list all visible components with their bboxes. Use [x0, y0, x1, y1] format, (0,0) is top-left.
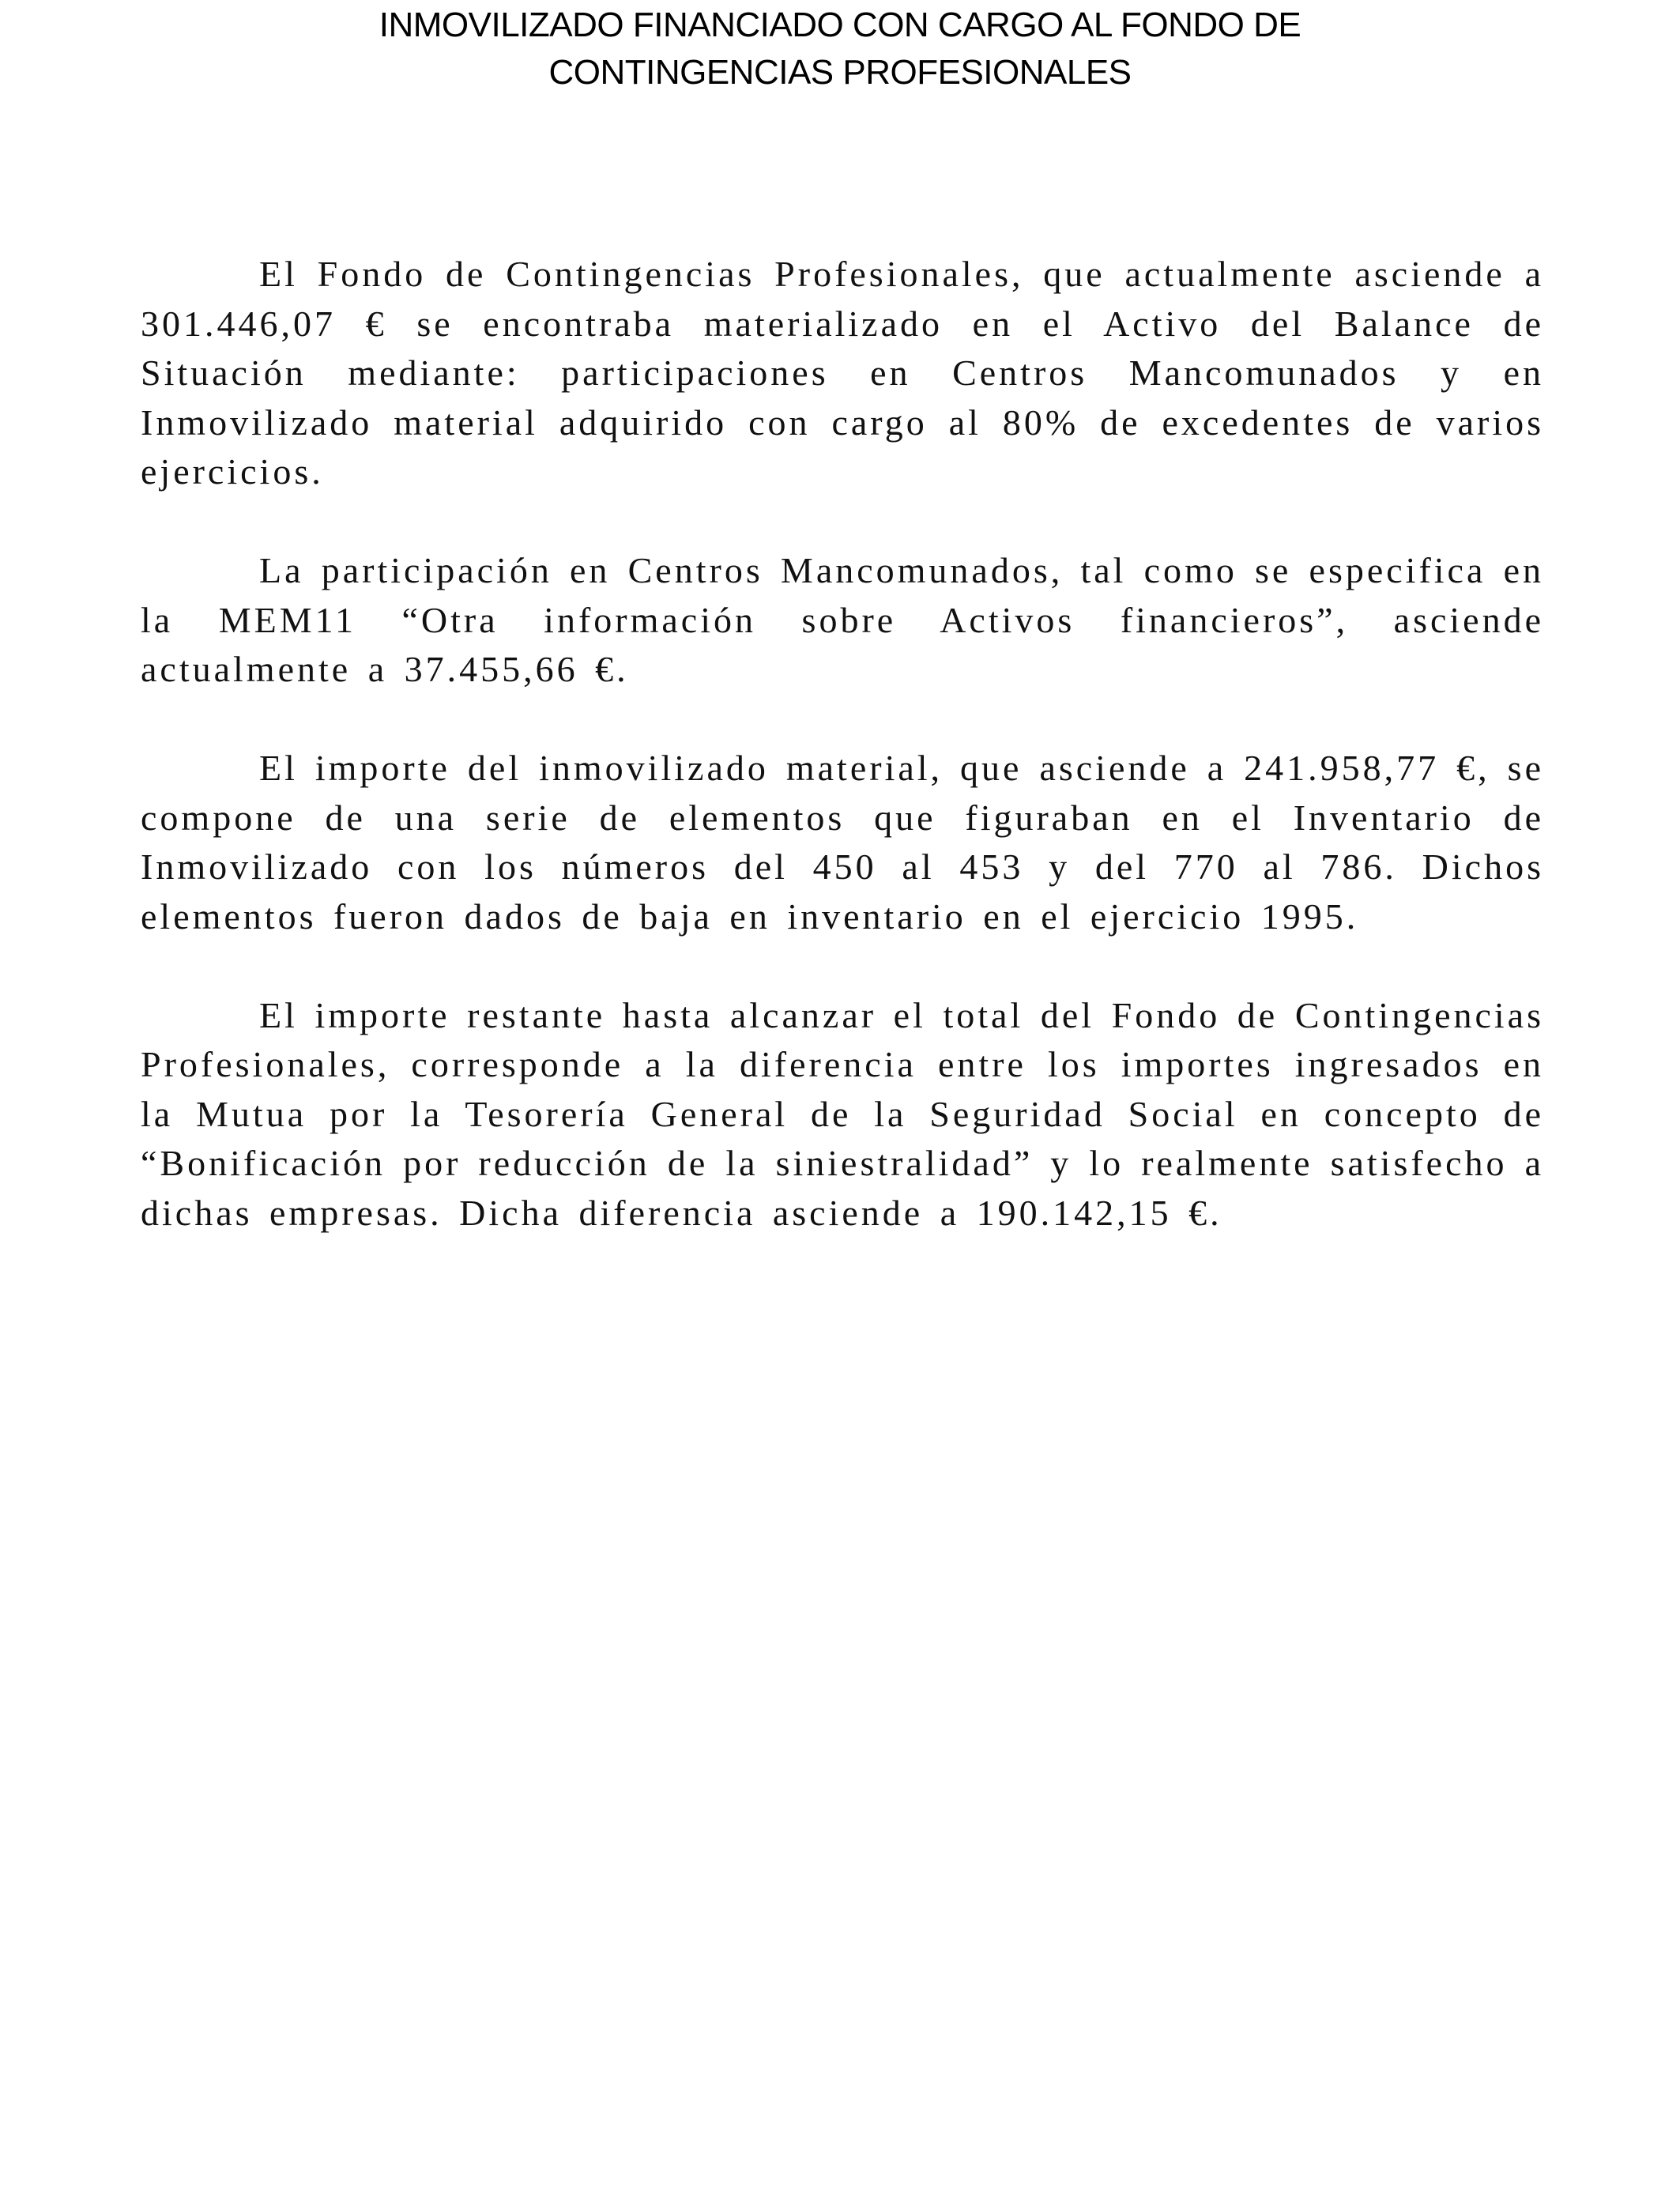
title-line-2: CONTINGENCIAS PROFESIONALES	[548, 53, 1132, 92]
document-body	[141, 250, 1544, 1287]
page-title	[0, 0, 1680, 96]
paragraph-4: El importe restante hasta alcanzar el total del Fondo de Contingencias Profesionales, corresponde a la diferencia entre los importes ingresados en la Mutua por la Tesorería General de la Seguridad Social en concepto de “Bonificación por reducción de la siniestralidad” y lo realmente satisfecho a dichas empresas. Dicha diferencia asciende a 190.142,15 €.	[141, 994, 1544, 1233]
paragraph-1: El Fondo de Contingencias Profesionales, que actualmente asciende a 301.446,07 € se encontraba materializado en el Activo del Balance de Situación mediante: participaciones en Centros Mancomunados y en Inmovilizado material adquirido con cargo al 80% de excedentes de varios ejercicios.	[141, 254, 1544, 492]
paragraph-2: La participación en Centros Mancomunados, tal como se especifica en la MEM11 “Otra información sobre Activos financieros”, asciende actualmente a 37.455,66 €.	[141, 550, 1544, 689]
paragraph-3: El importe del inmovilizado material, que asciende a 241.958,77 €, se compone de una serie de elementos que figuraban en el Inventario de Inmovilizado con los números del 450 al 453 y del 770 al 786. Dichos elementos fueron dados de baja en inventario en el ejercicio 1995.	[141, 748, 1544, 937]
title-line-1: INMOVILIZADO FINANCIADO CON CARGO AL FONDO DE	[379, 6, 1301, 44]
